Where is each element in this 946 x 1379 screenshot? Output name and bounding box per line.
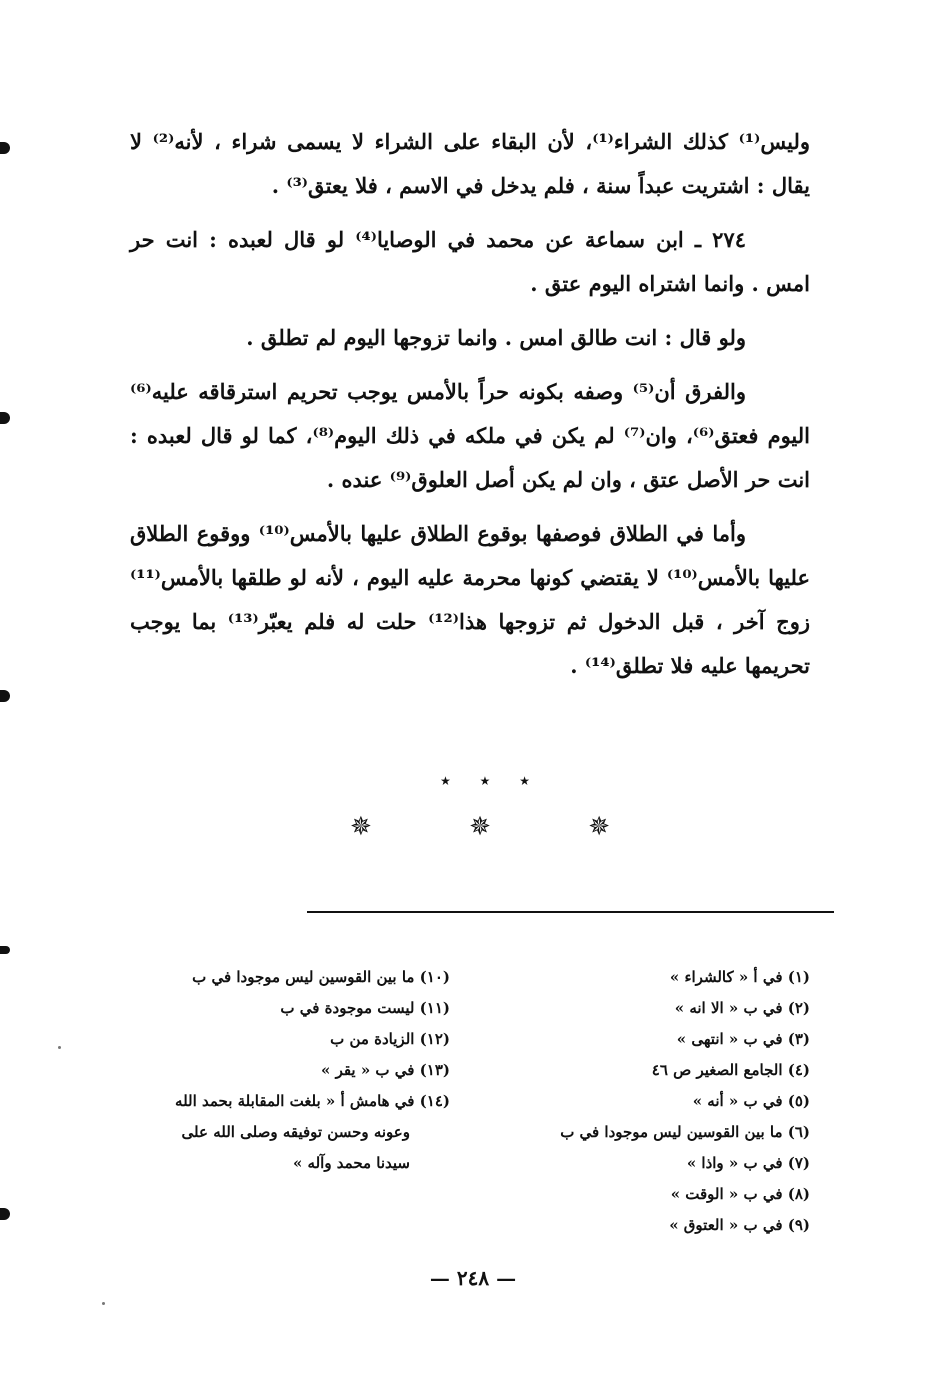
paragraph: ٢٧٤ ـ ابن سماعة عن محمد في الوصايا⁽⁴⁾ لو قال لعبده : انت حر امس . وانما اشتراه اليوم عتق . xyxy=(130,227,810,296)
star-ornament: ✵ xyxy=(469,812,491,842)
footnote-continuation: سيدنا محمد وآله » xyxy=(292,1154,410,1172)
footnote: (١٣) في ب « يقر » xyxy=(320,1061,450,1079)
main-text xyxy=(130,120,810,698)
footnote: (٩) في ب « العتوق » xyxy=(669,1216,810,1234)
footnote: (٦) ما بين القوسين ليس موجودا في ب xyxy=(560,1123,810,1141)
footnote-continuation: وعونه وحسن توفيقه وصلى الله على xyxy=(181,1123,410,1141)
paragraph: والفرق أن⁽⁵⁾ وصفه بكونه حراً بالأمس يوجب تحريم استرقاقه عليه⁽⁶⁾ اليوم فعتق⁽⁶⁾، وان⁽⁷⁾ لم يكن في ملكه في ذلك اليوم⁽⁸⁾، كما لو قال لعبده : انت حر الأصل عتق ، وان لم يكن أصل العلوق⁽⁹⁾ عنده . xyxy=(130,379,810,492)
footnote-divider xyxy=(307,911,834,913)
footnote: (١٠) ما بين القوسين ليس موجودا في ب xyxy=(192,968,450,986)
paragraph: ولو قال : انت طالق امس . وانما تزوجها اليوم لم تطلق . xyxy=(246,325,746,350)
star-ornament: ✵ xyxy=(588,812,610,842)
paragraph: وأما في الطلاق فوصفها بوقوع الطلاق عليها بالأمس⁽¹⁰⁾ ووقوع الطلاق عليها بالأمس⁽¹⁰⁾ لا يقتضي كونها محرمة عليه اليوم ، لأنه لو طلقها بالأمس⁽¹¹⁾ زوج آخر ، قبل الدخول ثم تزوجها هذا⁽¹²⁾ حلت له فلم يعبّر⁽¹³⁾ بما يوجب تحريمها عليه فلا تطلق⁽¹⁴⁾ . xyxy=(130,521,810,678)
asterisk-ornament: ٭ xyxy=(440,768,451,792)
ornament-row-small xyxy=(440,768,530,792)
asterisk-ornament: ٭ xyxy=(479,768,491,792)
page-number: — ٢٤٨ — xyxy=(429,1266,517,1290)
scan-speck xyxy=(58,1046,61,1049)
scan-edge-mark xyxy=(0,412,10,424)
footnote: (١) في أ « كالشراء » xyxy=(669,968,810,986)
ornament-row-large xyxy=(350,812,610,842)
asterisk-ornament: ٭ xyxy=(519,768,530,792)
scan-edge-mark xyxy=(0,690,10,702)
footnote: (١٤) في هامش أ « بلغت المقابلة بحمد الله xyxy=(175,1092,450,1110)
star-ornament: ✵ xyxy=(350,812,372,842)
footnote: (١١) ليست موجودة في ب xyxy=(280,999,450,1017)
footnote: (٣) في ب « انتهى » xyxy=(676,1030,810,1048)
paragraph: وليس⁽¹⁾ كذلك الشراء⁽¹⁾، لأن البقاء على الشراء لا يسمى شراء ، لأنه⁽²⁾ لا يقال : اشتريت عبداً سنة ، فلم يدخل في الاسم ، فلا يعتق⁽³⁾ . xyxy=(130,129,811,198)
footnotes-left-column xyxy=(120,962,450,1179)
footnote: (٨) في ب « الوقت » xyxy=(670,1185,810,1203)
footnote: (٥) في ب « أنه » xyxy=(692,1092,810,1110)
footnote: (٤) الجامع الصغير ص ٤٦ xyxy=(651,1061,810,1079)
footnotes-right-column xyxy=(520,962,810,1241)
scan-edge-mark xyxy=(0,142,10,154)
footnote: (١٢) الزيادة من ب xyxy=(330,1030,450,1048)
scan-edge-mark xyxy=(0,946,10,954)
scan-edge-mark xyxy=(0,1208,10,1220)
scan-speck xyxy=(102,1302,105,1305)
footnote: (٧) في ب « واذا » xyxy=(686,1154,810,1172)
footnote: (٢) في ب « الا انه » xyxy=(674,999,810,1017)
